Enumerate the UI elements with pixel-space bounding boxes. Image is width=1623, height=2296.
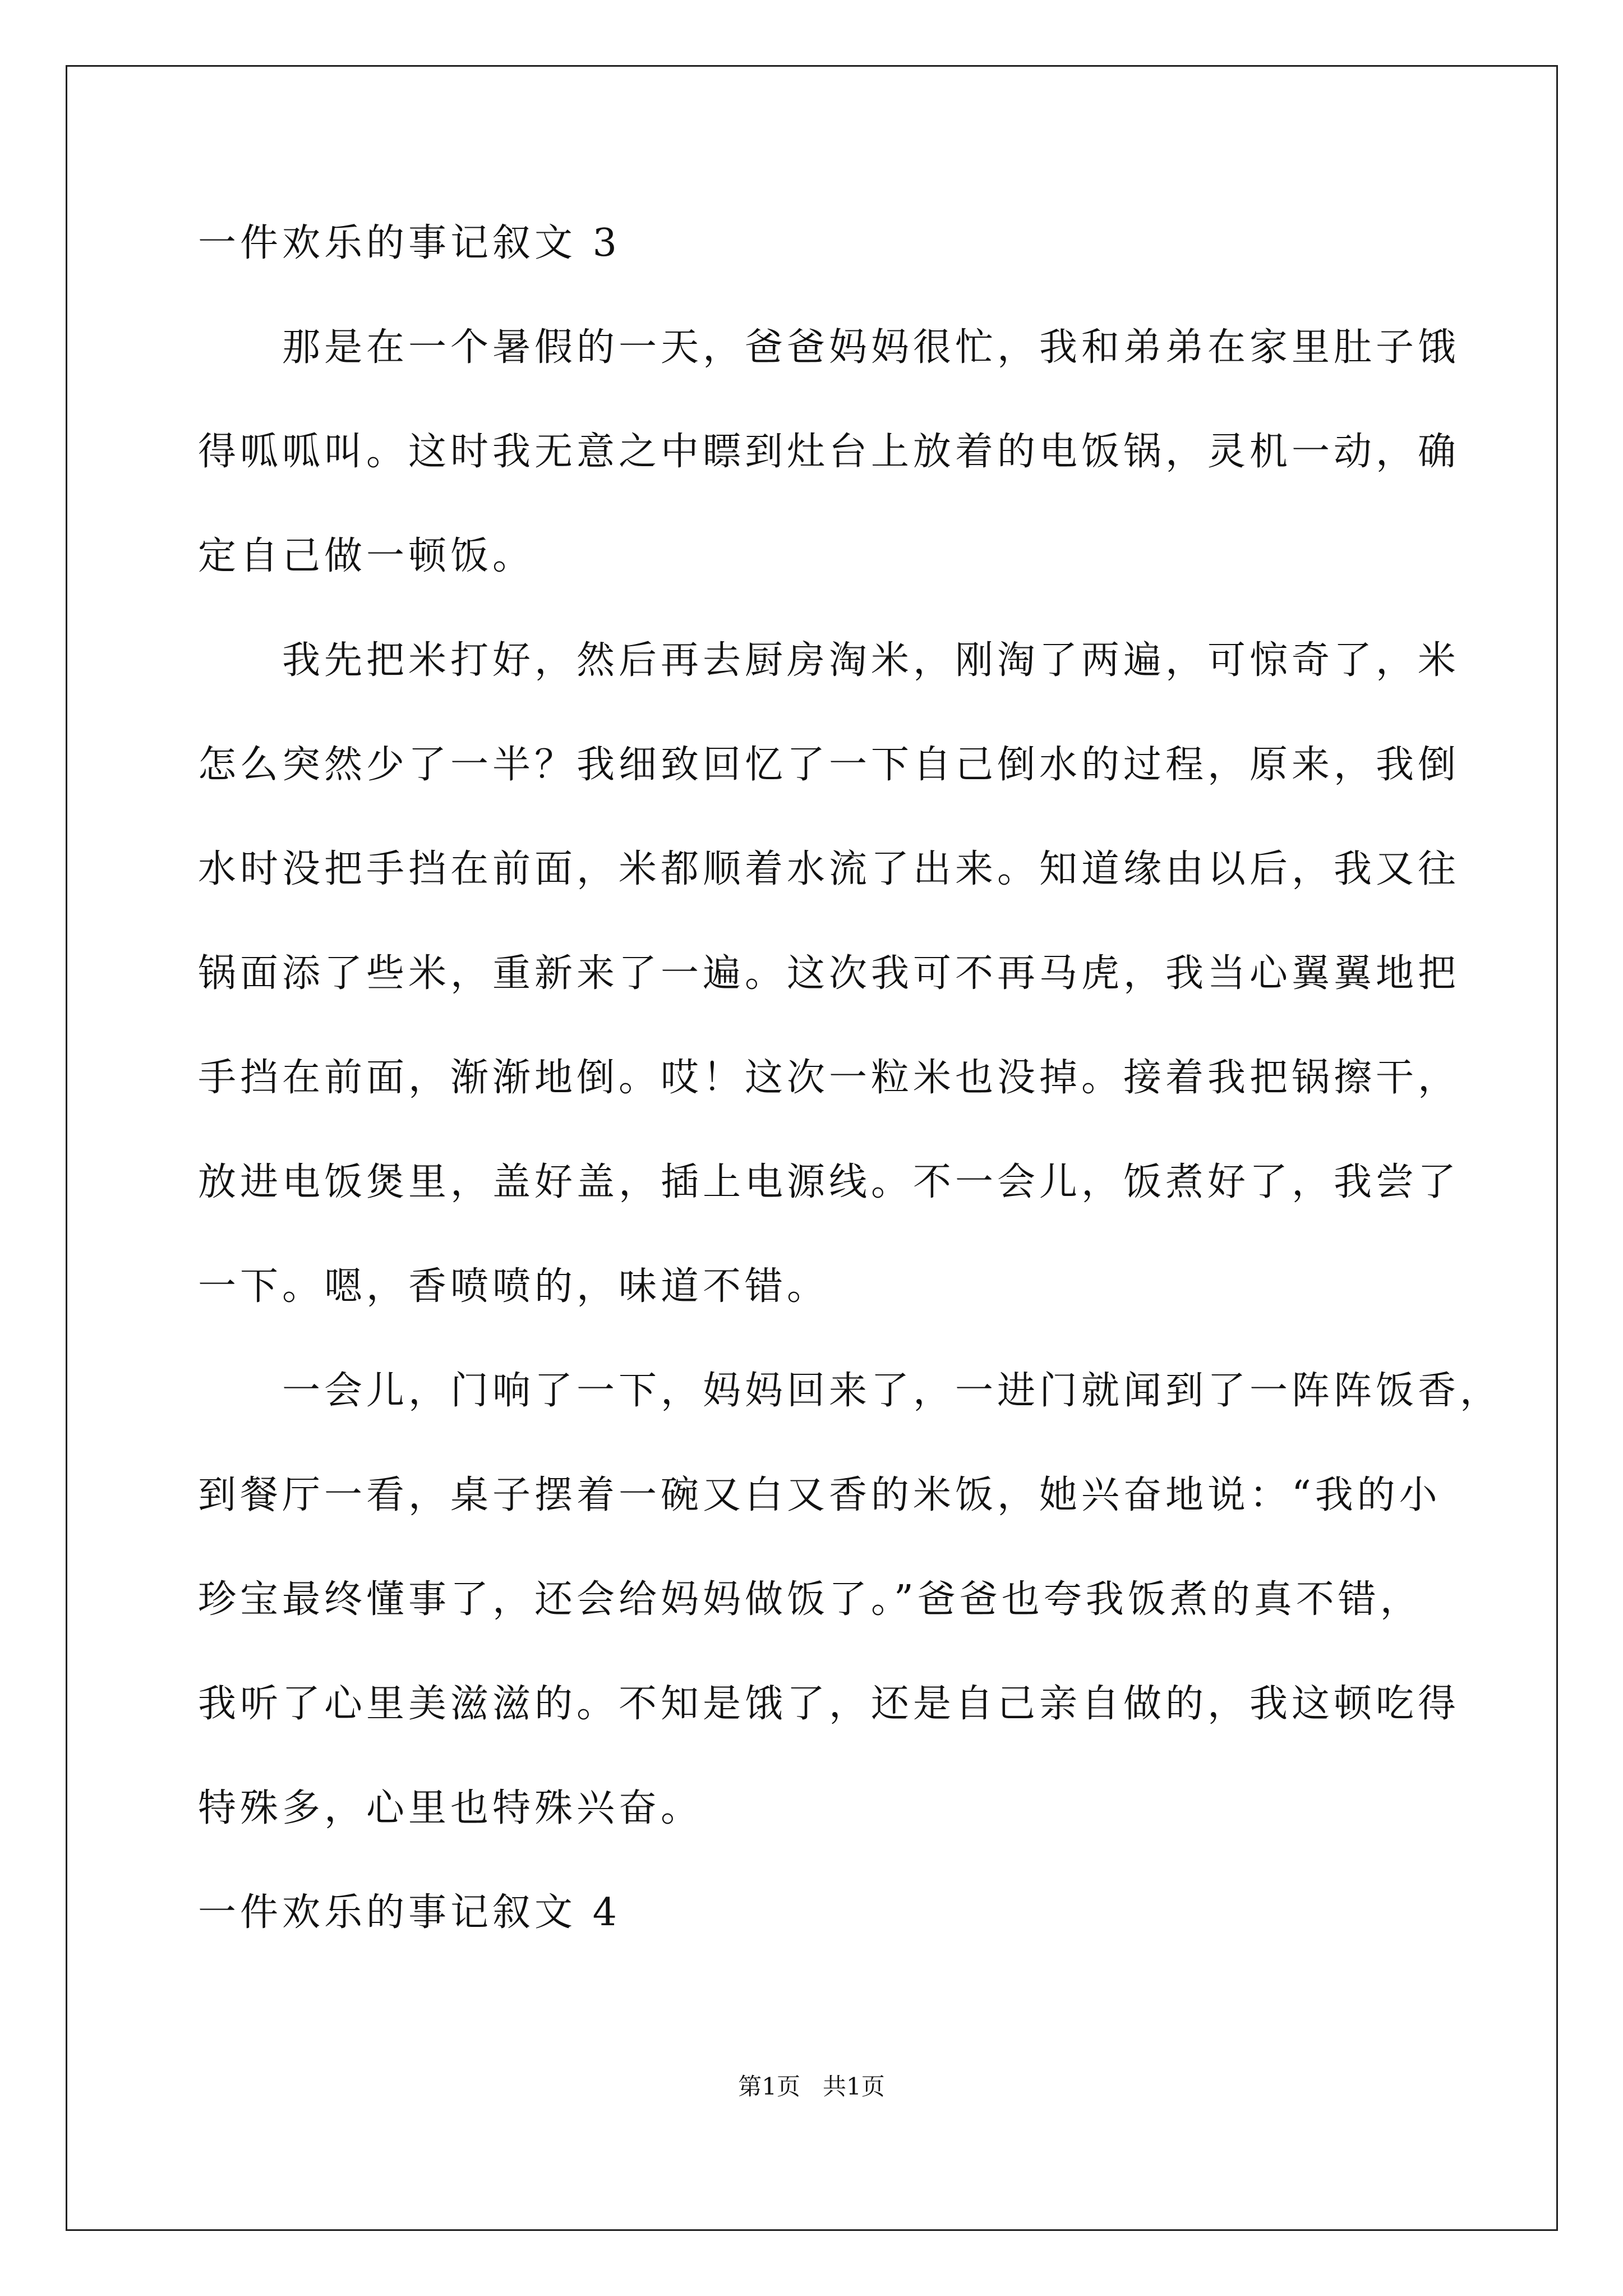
text-line: 手挡在前面，渐渐地倒。哎！这次一粒米也没掉。接着我把锅擦干， [198,1056,1460,1100]
text-line: 锅面添了些米，重新来了一遍。这次我可不再马虎，我当心翼翼地把 [198,951,1460,996]
text-line: 到餐厅一看，桌子摆着一碗又白又香的米饭，她兴奋地说：“我的小 [198,1473,1441,1517]
text-line: 水时没把手挡在前面，米都顺着水流了出来。知道缘由以后，我又往 [198,847,1460,891]
text-line: 我先把米打好，然后再去厨房淘米，刚淘了两遍，可惊奇了，米 [282,638,1460,683]
page-footer: 第1页 共1页 [738,2073,885,2100]
text-line: 定自己做一顿饭。 [198,534,535,578]
paragraph-3 [198,1366,1502,1833]
document-body [198,219,1502,1993]
text-line: 一下。嗯，香喷喷的，味道不错。 [198,1264,829,1309]
text-line: 珍宝最终懂事了，还会给妈妈做饭了。”爸爸也夸我饭煮的真不错， [198,1577,1422,1622]
paragraph-2 [198,636,1460,1312]
text-line: 得呱呱叫。这时我无意之中瞟到灶台上放着的电饭锅，灵机一动，确 [198,430,1460,474]
text-line: 怎么突然少了一半？我细致回忆了一下自己倒水的过程，原来，我倒 [198,743,1460,787]
text-line: 一会儿，门响了一下，妈妈回来了，一进门就闻到了一阵阵饭香， [282,1369,1502,1413]
section-title-4: 一件欢乐的事记叙文 4 [198,1890,621,1935]
text-line: 放进电饭煲里，盖好盖，插上电源线。不一会儿，饭煮好了，我尝了 [198,1160,1460,1204]
section-title-3: 一件欢乐的事记叙文 3 [198,221,621,265]
text-line: 那是在一个暑假的一天，爸爸妈妈很忙，我和弟弟在家里肚子饿 [282,325,1460,370]
paragraph-1 [198,323,1460,581]
text-line: 我听了心里美滋滋的。不知是饿了，还是自己亲自做的，我这顿吃得 [198,1682,1460,1726]
text-line: 特殊多，心里也特殊兴奋。 [198,1786,703,1830]
